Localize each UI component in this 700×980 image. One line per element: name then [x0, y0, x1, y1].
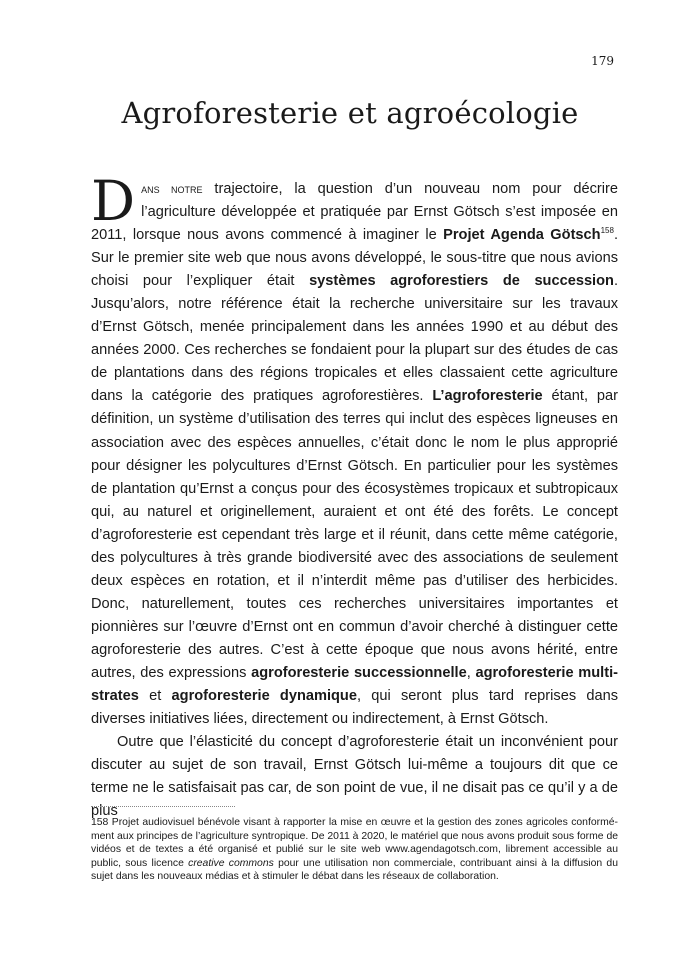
text-run: . Sur le premier site web que nous avons développé, le sous-titre que nous avions choisi pour l’expliquer était: [91, 227, 619, 290]
footnote-text: pour une utilisation non commerciale, contribuant ainsi à la diffusion du sujet dans les nouveaux médias et à stimuler le débat dans les réseaux de collaboration.: [91, 857, 618, 883]
text-run: et: [138, 688, 172, 705]
small-caps-lead: ans notre: [141, 181, 203, 196]
text-run: ,: [466, 664, 476, 681]
bold-term: agroforesterie multi-strates: [91, 664, 619, 705]
bold-term: agroforesterie successionnelle: [251, 664, 467, 681]
bold-term: L’agroforesterie: [432, 388, 543, 405]
footnote-reference: 158: [600, 226, 614, 236]
bold-term: agroforesterie dynamique: [171, 688, 357, 705]
text-run: trajectoire, la question d’un nouveau nom pour décrire l’agriculture développée et pratiquée par Ernst Götsch s’est imposée en 2011, lorsque nous avons commencé à imaginer le: [91, 181, 618, 244]
footnote-italic: creative commons: [188, 857, 274, 869]
bold-term: systèmes agroforestiers de succession: [309, 273, 614, 290]
footnote-text: Projet audiovisuel bénévole visant à rapporter la mise en œuvre et la gestion des zones agricoles conformément aux principes de l’agriculture syntropique. De 2011 à 2020, le matériel que nous avons produit sous forme de vidéos et de textes a été organisé et publié sur le site web www.agendagotsch.com, librement accessible au public, sous licence: [91, 817, 618, 869]
chapter-title: Agroforesterie et agroécologie: [121, 96, 579, 130]
paragraph-2: Outre que l’élasticité du concept d’agroforesterie était un inconvénient pour discuter au sujet de son travail, Ernst Götsch lui-même a toujours dit que ce terme ne le satisfaisait pas car, de son point de vue, il ne disait pas ce qu’il y a de plus: [91, 734, 618, 820]
text-run: , qui seront plus tard reprises dans diverses initiatives liées, directement ou indirectement, à Ernst Götsch.: [91, 688, 619, 728]
drop-cap: D: [91, 169, 136, 233]
text-run: . Jusqu’alors, notre référence était la recherche universitaire sur les travaux d’Ernst Götsch, menée principalement dans les années 1990 et au début des années 2000. Ces recherches se fondaient pour la plupart sur des études de cas de plantations dans des régions tropicales et elles classaient cette agriculture dans la catégorie des pratiques agroforestières.: [91, 273, 619, 405]
paragraph-1: [91, 169, 619, 731]
footnote-separator: [91, 806, 235, 807]
page-number: 179: [591, 54, 614, 68]
body-text: [91, 169, 619, 823]
text-run: étant, par définition, un système d’utilisation des terres qui inclut des espèces ligneuses en association avec des espèces annuelles, c’était donc le nom le plus approprié pour désigner les polycultures d’Ernst Götsch. En particulier pour les systèmes de plantation qu’Ernst a conçus pour des écosystèmes tropicaux et subtropicaux qui, au naturel et originellement, auraient et ont été des forêts. Le concept d’agroforesterie est cependant très large et il réunit, dans cette même catégorie, des polycultures à très grande biodiversité avec des associations de seulement deux espèces en rotation, et il n’interdit même pas d’utiliser des herbicides. Donc, naturellement, toutes ces recherches universitaires importantes et pionnières sur l’œuvre d’Ernst ont en commun d’avoir cherché à distinguer cette agroforesterie des autres. C’est à cette époque que nous avons hérité, entre autres, des expressions: [91, 388, 618, 681]
footnote-number: 158: [91, 817, 109, 828]
footnote: [91, 816, 618, 884]
bold-term: Projet Agenda Götsch: [443, 227, 601, 244]
